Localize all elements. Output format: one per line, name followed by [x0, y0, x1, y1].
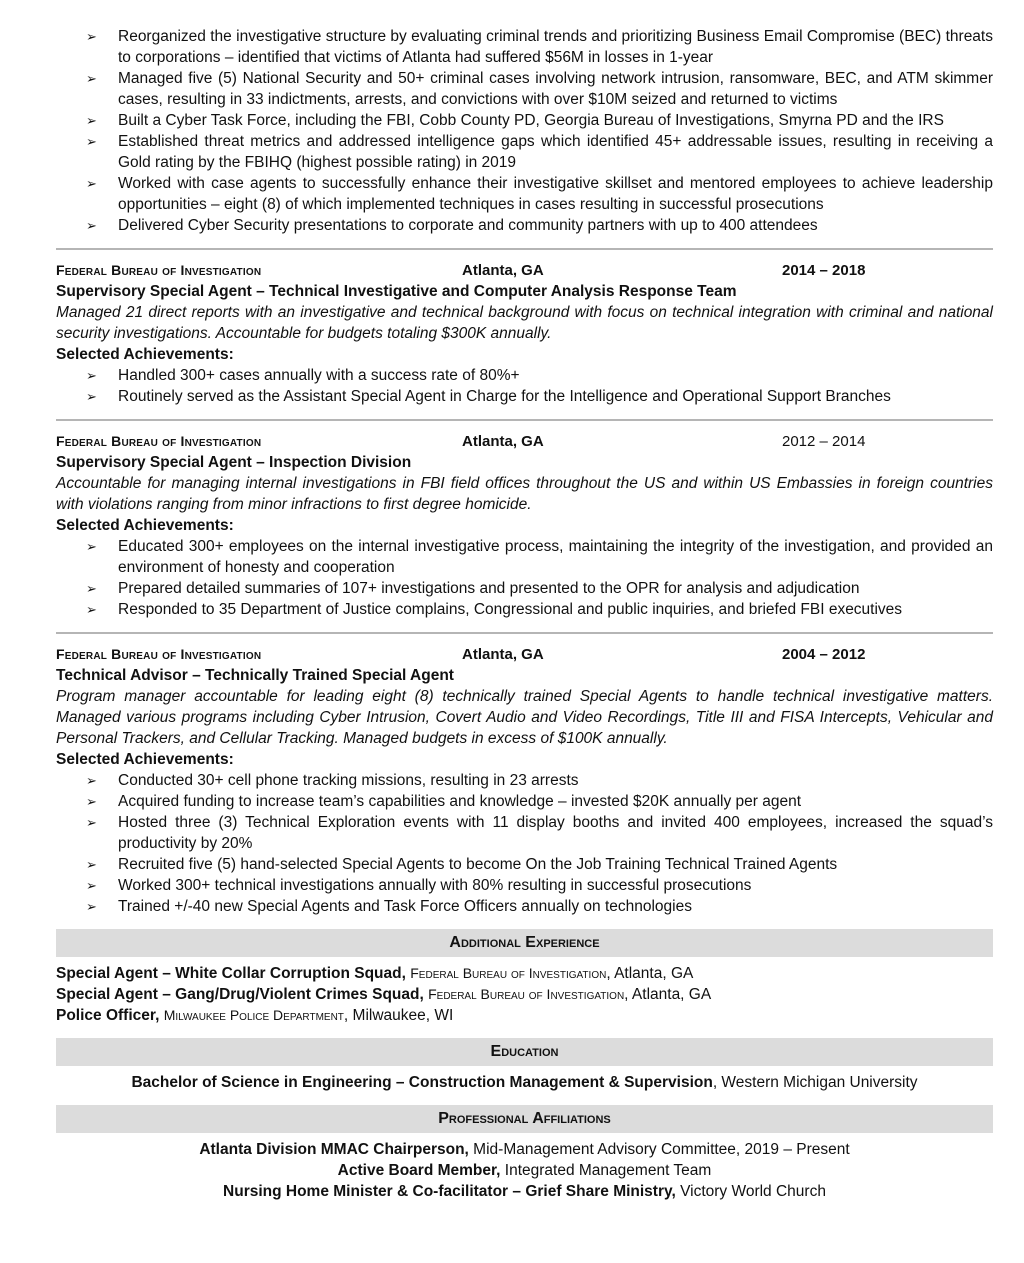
employer-name: Federal Bureau of Investigation — [56, 646, 262, 662]
education-heading: Education — [56, 1038, 993, 1066]
affiliations-list — [56, 1139, 993, 1202]
job-header — [56, 260, 993, 281]
list-item: Police Officer, Milwaukee Police Department, Milwaukee, WI — [56, 1007, 454, 1024]
list-item: ➢ Educated 300+ employees on the internal investigative process, maintaining the integrity of the investigation, and provided an environment of honesty and cooperation — [86, 538, 993, 576]
additional-experience-list — [56, 963, 993, 1026]
employer-name: Federal Bureau of Investigation — [56, 433, 262, 449]
arrowhead-bullet-icon: ➢ — [86, 602, 97, 617]
arrowhead-bullet-icon: ➢ — [86, 134, 97, 149]
list-item: ➢ Built a Cyber Task Force, including the FBI, Cobb County PD, Georgia Bureau of Investigations, Smyrna PD and the IRS — [86, 112, 944, 129]
list-item: ➢ Worked 300+ technical investigations annually with 80% resulting in successful prosecutions — [86, 877, 752, 894]
job-summary: Program manager accountable for leading eight (8) technically trained Special Agents to handle technical investigative matters. Managed various programs including Cyber Intrusion, Covert Audio and Video Recordings, Title III and FISA Intercepts, Vehicular and Personal Trackers, and Cellular Tracking. Managed budgets in excess of $100K annually. — [56, 688, 993, 747]
employer-name: Federal Bureau of Investigation — [56, 262, 262, 278]
achievement-list — [56, 536, 993, 620]
list-item: ➢ Reorganized the investigative structure by evaluating criminal trends and prioritizing Business Email Compromise (BEC) threats to corporations – identified that victims of Atlanta had suffered $56M in losses in 1-year — [86, 28, 993, 66]
arrowhead-bullet-icon: ➢ — [86, 368, 97, 383]
education-entry: Bachelor of Science in Engineering – Construction Management & Supervision, Western Michigan University — [131, 1074, 918, 1091]
arrowhead-bullet-icon: ➢ — [86, 113, 97, 128]
job-dates: 2014 – 2018 — [782, 262, 866, 279]
section-divider — [56, 632, 993, 634]
list-item: ➢ Conducted 30+ cell phone tracking missions, resulting in 23 arrests — [86, 772, 579, 789]
job-header — [56, 431, 993, 452]
arrowhead-bullet-icon: ➢ — [86, 899, 97, 914]
selected-achievements-label: Selected Achievements: — [56, 751, 234, 768]
section-divider — [56, 248, 993, 250]
section-divider — [56, 419, 993, 421]
arrowhead-bullet-icon: ➢ — [86, 857, 97, 872]
list-item: Special Agent – White Collar Corruption Squad, Federal Bureau of Investigation, Atlanta, GA — [56, 965, 694, 982]
arrowhead-bullet-icon: ➢ — [86, 815, 97, 830]
additional-experience-heading: Additional Experience — [56, 929, 993, 957]
professional-affiliations-heading: Professional Affiliations — [56, 1105, 993, 1133]
selected-achievements-label: Selected Achievements: — [56, 517, 234, 534]
list-item: ➢ Prepared detailed summaries of 107+ investigations and presented to the OPR for analysis and adjudication — [86, 580, 860, 597]
arrowhead-bullet-icon: ➢ — [86, 29, 97, 44]
list-item: ➢ Hosted three (3) Technical Exploration events with 11 display booths and invited 400 employees, increased the squad’s productivity by 20% — [86, 814, 993, 852]
arrowhead-bullet-icon: ➢ — [86, 878, 97, 893]
arrowhead-bullet-icon: ➢ — [86, 539, 97, 554]
list-item: Active Board Member, Integrated Management Team — [337, 1162, 712, 1179]
resume-page — [56, 26, 993, 1202]
arrowhead-bullet-icon: ➢ — [86, 773, 97, 788]
job-location: Atlanta, GA — [462, 646, 544, 663]
job-location: Atlanta, GA — [462, 433, 544, 450]
arrowhead-bullet-icon: ➢ — [86, 176, 97, 191]
job-dates: 2004 – 2012 — [782, 646, 866, 663]
arrowhead-bullet-icon: ➢ — [86, 794, 97, 809]
arrowhead-bullet-icon: ➢ — [86, 218, 97, 233]
list-item: ➢ Established threat metrics and addressed intelligence gaps which identified 45+ addressable issues, resulting in receiving a Gold rating by the FBIHQ (highest possible rating) in 2019 — [86, 133, 993, 171]
list-item: Special Agent – Gang/Drug/Violent Crimes Squad, Federal Bureau of Investigation, Atlanta, GA — [56, 986, 712, 1003]
list-item: ➢ Managed five (5) National Security and 50+ criminal cases involving network intrusion, ransomware, BEC, and ATM skimmer cases, resulting in 33 indictments, arrests, and convictions with over $10M seized and returned to victims — [86, 70, 993, 108]
job-location: Atlanta, GA — [462, 262, 544, 279]
selected-achievements-label: Selected Achievements: — [56, 346, 234, 363]
list-item: ➢ Acquired funding to increase team’s capabilities and knowledge – invested $20K annually per agent — [86, 793, 802, 810]
arrowhead-bullet-icon: ➢ — [86, 389, 97, 404]
list-item: ➢ Recruited five (5) hand-selected Special Agents to become On the Job Training Technical Trained Agents — [86, 856, 838, 873]
arrowhead-bullet-icon: ➢ — [86, 71, 97, 86]
job-header — [56, 644, 993, 665]
achievement-list — [56, 365, 993, 407]
arrowhead-bullet-icon: ➢ — [86, 581, 97, 596]
list-item: Atlanta Division MMAC Chairperson, Mid-Management Advisory Committee, 2019 – Present — [199, 1141, 850, 1158]
list-item: Nursing Home Minister & Co-facilitator – Grief Share Ministry, Victory World Church — [223, 1183, 826, 1200]
list-item: ➢ Delivered Cyber Security presentations to corporate and community partners with up to 400 attendees — [86, 217, 818, 234]
list-item: ➢ Handled 300+ cases annually with a success rate of 80%+ — [86, 367, 520, 384]
job-title: Technical Advisor – Technically Trained Special Agent — [56, 667, 454, 684]
job-entry — [56, 260, 993, 407]
job-entry — [56, 644, 993, 917]
job-title: Supervisory Special Agent – Technical Investigative and Computer Analysis Response Team — [56, 283, 737, 300]
job-entry — [56, 431, 993, 620]
job-title: Supervisory Special Agent – Inspection Division — [56, 454, 412, 471]
list-item: ➢ Trained +/-40 new Special Agents and Task Force Officers annually on technologies — [86, 898, 692, 915]
job-summary: Managed 21 direct reports with an investigative and technical background with focus on technical integration with criminal and national security investigations. Accountable for budgets totaling $300K annually. — [56, 304, 993, 342]
list-item: ➢ Routinely served as the Assistant Special Agent in Charge for the Intelligence and Operational Support Branches — [86, 388, 891, 405]
top-bullet-list — [56, 26, 993, 236]
job-summary: Accountable for managing internal investigations in FBI field offices throughout the US and within US Embassies in foreign countries with violations ranging from minor infractions to first degree homicide. — [56, 475, 993, 513]
achievement-list — [56, 770, 993, 917]
job-dates: 2012 – 2014 — [782, 433, 866, 450]
list-item: ➢ Worked with case agents to successfully enhance their investigative skillset and mentored employees to achieve leadership opportunities – eight (8) of which implemented techniques in cases resulting in successful prosecutions — [86, 175, 993, 213]
list-item: ➢ Responded to 35 Department of Justice complains, Congressional and public inquiries, and briefed FBI executives — [86, 601, 903, 618]
